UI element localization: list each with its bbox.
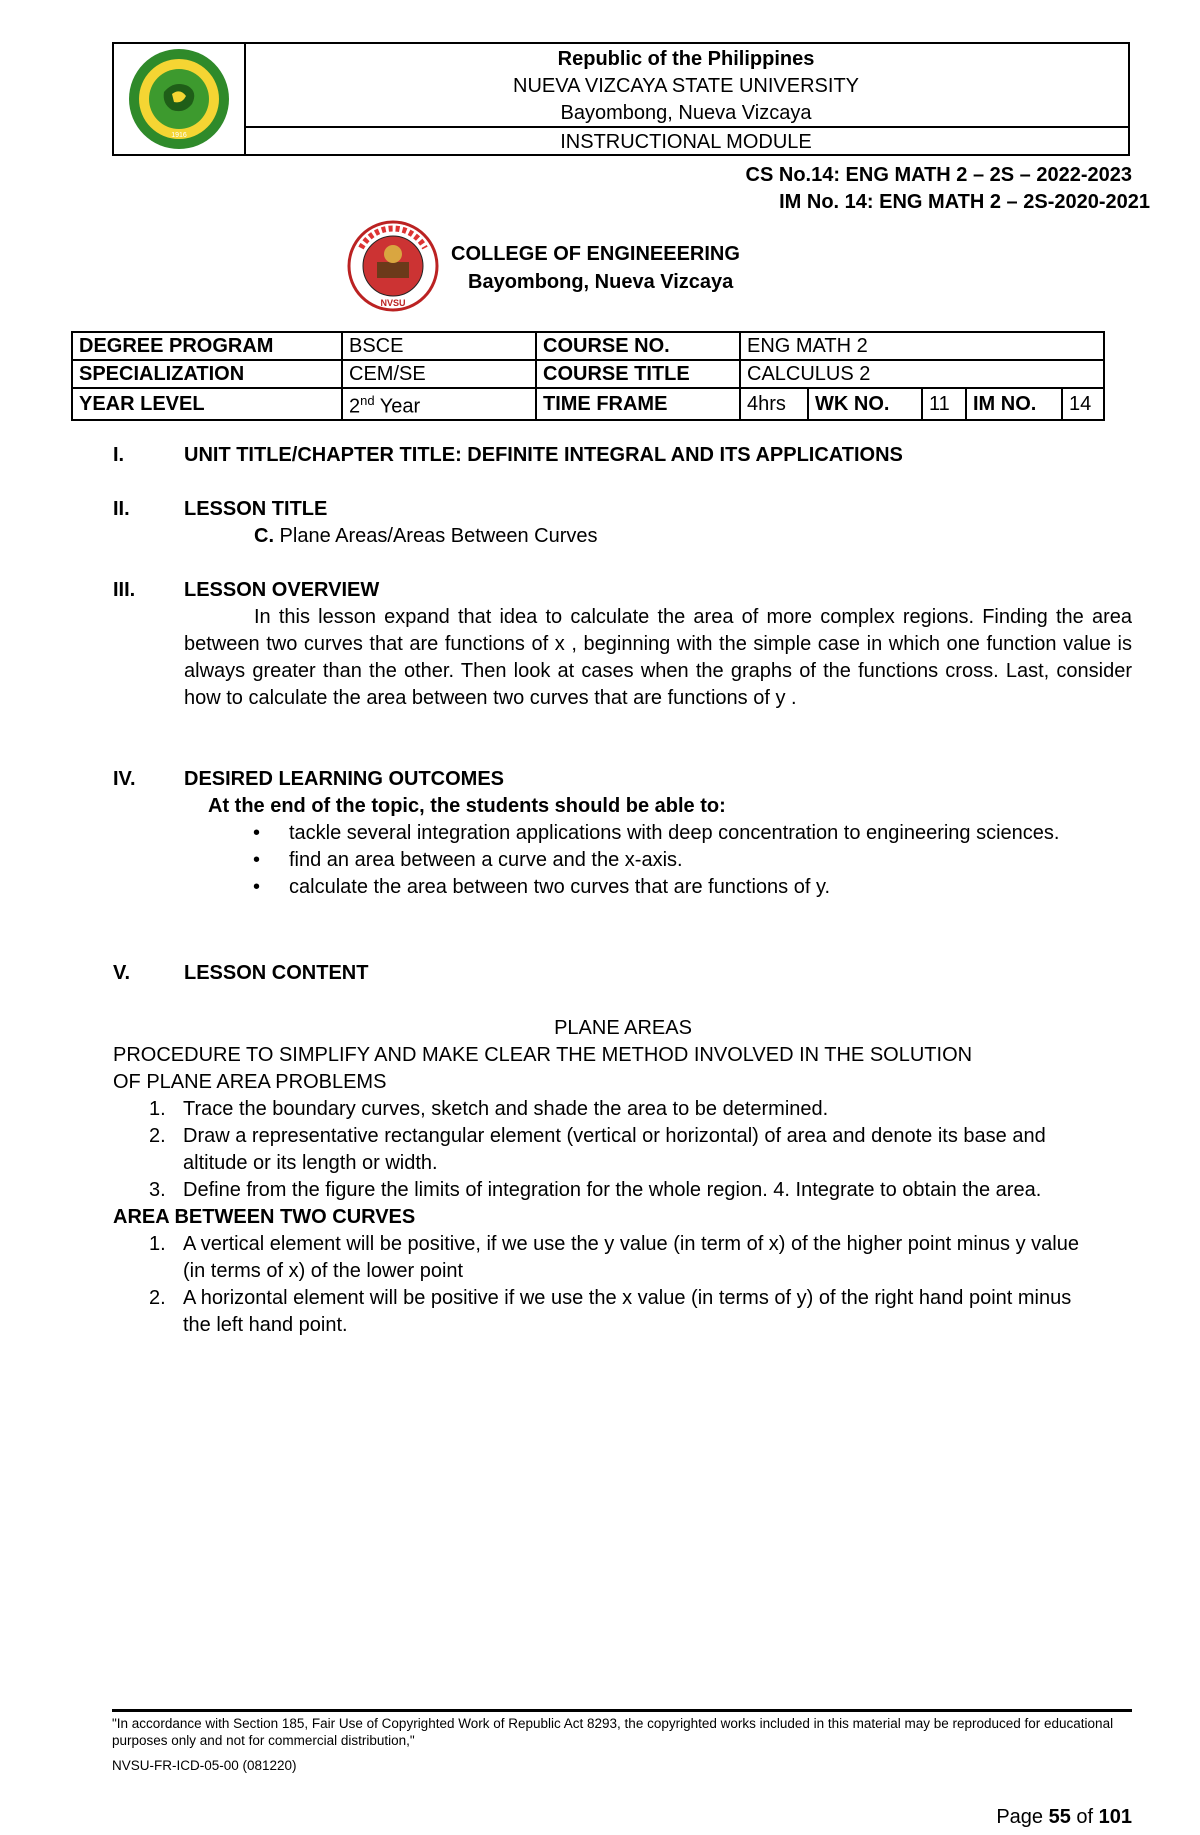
item-number: 2.	[149, 1125, 166, 1147]
year-suffix: nd	[360, 393, 375, 408]
course-info-table	[71, 331, 1105, 421]
header-title-lines	[244, 44, 1128, 128]
procedure-title: PROCEDURE TO SIMPLIFY AND MAKE CLEAR THE METHOD INVOLVED IN THE SOLUTION OF PLANE AREA PROBLEMS	[113, 1044, 973, 1093]
list-item	[113, 1096, 1133, 1123]
bullet-icon: •	[253, 822, 261, 844]
logo-year: 1916	[171, 132, 187, 139]
course-title-value: CALCULUS 2	[740, 360, 1104, 388]
university-seal-logo	[114, 44, 244, 154]
course-no-value: ENG MATH 2	[740, 332, 1104, 360]
list-item	[245, 820, 1132, 847]
page-indicator	[996, 1806, 1132, 1829]
college-name: COLLEGE OF ENGINEEERING	[451, 243, 740, 265]
university-logo-cell	[114, 44, 246, 154]
page-number: 55	[1048, 1806, 1071, 1828]
item-number: 1.	[149, 1233, 166, 1255]
section-title: LESSON TITLE	[184, 498, 328, 520]
list-item	[113, 1177, 1133, 1204]
university-location: Bayombong, Nueva Vizcaya	[560, 102, 812, 124]
college-logo-sub: NVSU	[380, 298, 406, 308]
section-number: V.	[113, 962, 131, 984]
area-list	[113, 1231, 1133, 1339]
year-level-label: YEAR LEVEL	[72, 388, 342, 420]
table-row	[72, 388, 1104, 420]
specialization-label: SPECIALIZATION	[72, 360, 342, 388]
instructional-module-label: INSTRUCTIONAL MODULE	[244, 126, 1128, 156]
section-title: UNIT TITLE/CHAPTER TITLE: DEFINITE INTEGRAL AND ITS APPLICATIONS	[184, 444, 903, 466]
week-no-label: WK NO.	[808, 388, 922, 420]
week-no-value: 11	[922, 388, 966, 420]
lesson-letter: C.	[254, 525, 274, 547]
section-title: DESIRED LEARNING OUTCOMES	[184, 768, 505, 790]
outcome-text: calculate the area between two curves that are functions of y.	[289, 876, 831, 898]
list-item	[245, 874, 1132, 901]
degree-program-value: BSCE	[342, 332, 536, 360]
header-box	[112, 42, 1130, 156]
item-text: Draw a representative rectangular element (vertical or horizontal) of area and denote its base and altitude or its length or width.	[183, 1125, 1046, 1174]
course-no-label: COURSE NO.	[536, 332, 740, 360]
area-between-curves-title: AREA BETWEEN TWO CURVES	[113, 1206, 416, 1228]
copyright-notice: "In accordance with Section 185, Fair Use of Copyrighted Work of Republic Act 8293, the copyrighted works included in this material may be reproduced for educational purposes only and not for commercial distribution,"	[112, 1716, 1114, 1748]
list-item	[245, 847, 1132, 874]
cs-number: CS No.14: ENG MATH 2 – 2S – 2022-2023	[745, 164, 1132, 186]
table-row	[72, 332, 1104, 360]
bullet-icon: •	[253, 876, 261, 898]
item-number: 1.	[149, 1098, 166, 1120]
list-item	[113, 1123, 1133, 1177]
republic-line: Republic of the Philippines	[557, 48, 815, 70]
procedure-list	[113, 1096, 1133, 1204]
section-number: II.	[113, 498, 130, 520]
item-text: A horizontal element will be positive if we use the x value (in terms of y) of the right hand point minus the left hand point.	[183, 1287, 1072, 1336]
lesson-title-text	[254, 523, 1200, 550]
item-text: A vertical element will be positive, if we use the y value (in term of x) of the higher point minus y value (in terms of x) of the lower point	[183, 1233, 1079, 1282]
college-block	[451, 240, 740, 296]
time-frame-label: TIME FRAME	[536, 388, 740, 420]
time-frame-value: 4hrs	[740, 388, 808, 420]
outcome-text: find an area between a curve and the x-axis.	[289, 849, 683, 871]
section-number: I.	[113, 444, 125, 466]
lesson-name: Plane Areas/Areas Between Curves	[274, 525, 598, 547]
year-word: Year	[374, 395, 421, 418]
degree-program-label: DEGREE PROGRAM	[72, 332, 342, 360]
table-row	[72, 360, 1104, 388]
bullet-icon: •	[253, 849, 261, 871]
list-item	[113, 1231, 1133, 1285]
course-title-label: COURSE TITLE	[536, 360, 740, 388]
outcomes-list	[245, 820, 1132, 901]
section-title: LESSON CONTENT	[184, 962, 369, 984]
form-number: NVSU-FR-ICD-05-00 (081220)	[112, 1758, 297, 1773]
page-of: of	[1070, 1806, 1099, 1828]
section-number: IV.	[113, 768, 136, 790]
im-number: IM No. 14: ENG MATH 2 – 2S-2020-2021	[779, 191, 1150, 213]
lesson-content	[113, 1015, 1133, 1339]
item-number: 2.	[149, 1287, 166, 1309]
college-location: Bayombong, Nueva Vizcaya	[468, 271, 734, 293]
item-text: Trace the boundary curves, sketch and shade the area to be determined.	[183, 1098, 829, 1120]
college-engineering-logo	[337, 218, 449, 314]
section-number: III.	[113, 579, 136, 601]
section-title: LESSON OVERVIEW	[184, 579, 380, 601]
outcomes-intro: At the end of the topic, the students should be able to:	[208, 795, 726, 817]
outcome-text: tackle several integration applications with deep concentration to engineering sciences.	[289, 822, 1060, 844]
im-no-label: IM NO.	[966, 388, 1062, 420]
specialization-value: CEM/SE	[342, 360, 536, 388]
overview-paragraph: In this lesson expand that idea to calculate the area of more complex regions. Finding the area between two curves that are functions of x , beginning with the simple case in which one function value is always greater than the other. Then look at cases when the graphs of the functions cross. Last, consider how to calculate the area between two curves that are functions of y .	[184, 606, 1132, 709]
im-no-value: 14	[1062, 388, 1104, 420]
item-number: 3.	[149, 1179, 166, 1201]
plane-areas-heading: PLANE AREAS	[554, 1017, 692, 1039]
page-word: Page	[996, 1806, 1049, 1828]
item-text: Define from the figure the limits of integration for the whole region. 4. Integrate to obtain the area.	[183, 1179, 1042, 1201]
year-level-value	[342, 388, 536, 420]
university-name: NUEVA VIZCAYA STATE UNIVERSITY	[513, 75, 859, 97]
page-total: 101	[1098, 1806, 1132, 1828]
list-item	[113, 1285, 1133, 1339]
footer-divider	[112, 1709, 1132, 1712]
year-number: 2	[349, 395, 361, 418]
